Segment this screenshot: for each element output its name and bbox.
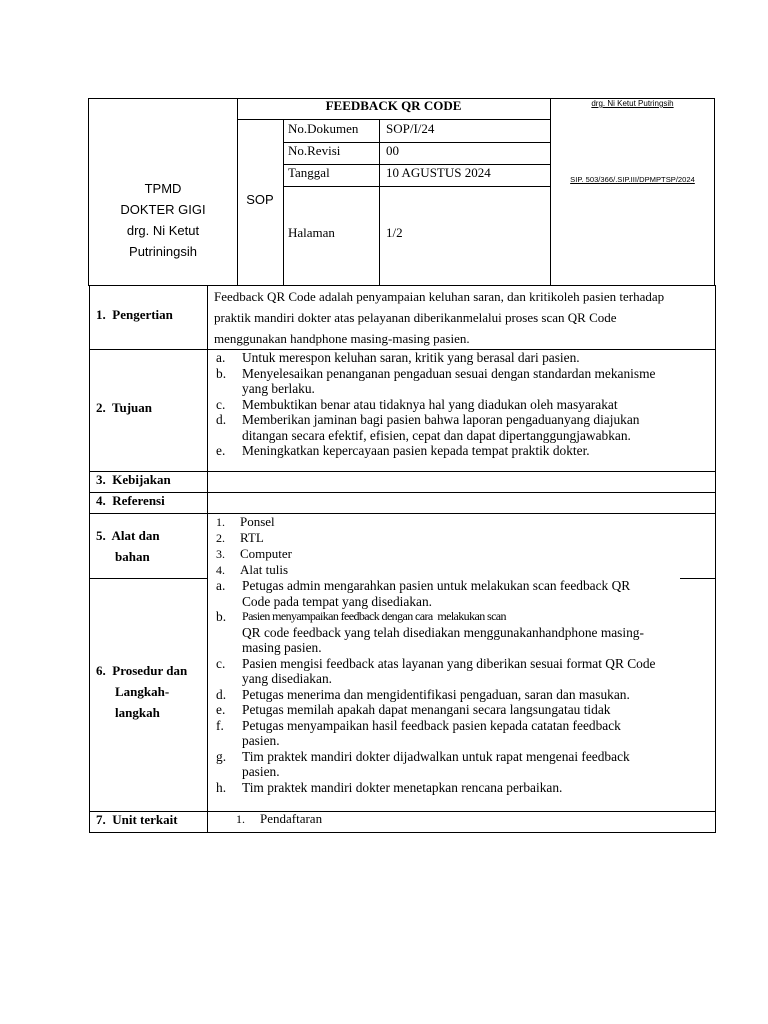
org-line: drg. Ni Ketut (126, 223, 200, 238)
list-item: c. Pasien mengisi feedback atas layanan yang diberikan sesuai format QR Code yang disediakan. (216, 655, 656, 686)
field-label-no-dokumen: No.Dokumen (288, 121, 359, 136)
list-item: 4. Alat tulis (216, 562, 289, 577)
org-line: DOKTER GIGI (120, 202, 206, 217)
pengertian-line: menggunakan handphone masing-masing pasien. (214, 331, 470, 346)
list-item: a. Petugas admin mengarahkan pasien untuk melakukan scan feedback QR Code pada tempat yang disediakan. (216, 578, 631, 609)
field-value-tanggal: 10 AGUSTUS 2024 (386, 165, 491, 180)
section-label-referensi: 4. Referensi (96, 493, 165, 508)
sop-label: SOP (246, 192, 274, 207)
section-label-unit: 7. Unit terkait (96, 812, 178, 827)
list-item: f. Petugas menyampaikan hasil feedback pasien kepada catatan feedback pasien. (216, 717, 621, 748)
unit-list (236, 811, 322, 827)
list-item: 3. Computer (216, 546, 292, 561)
prosedur-list (216, 578, 712, 795)
field-value-no-dokumen: SOP/I/24 (386, 121, 435, 136)
list-item: d. Petugas menerima dan mengidentifikasi pengaduan, saran dan masukan. (216, 686, 630, 702)
list-item: e. Petugas memilah apakah dapat menangani secara langsungatau tidak (216, 702, 611, 717)
list-item: b. Pasien menyampaikan feedback dengan cara melakukan scan QR code feedback yang telah disediakan menggunakanhandphone masing- masing pasien. (216, 609, 644, 655)
tujuan-list (216, 350, 712, 459)
org-line: Putriningsih (129, 244, 197, 259)
section-label-tujuan: 2. Tujuan (96, 400, 153, 415)
alat-list (216, 514, 292, 578)
field-label-halaman: Halaman (288, 225, 335, 240)
org-line: TPMD (144, 181, 182, 196)
list-item: h. Tim praktek mandiri dokter menetapkan rencana perbaikan. (216, 779, 563, 795)
section-label-pengertian: 1. Pengertian (96, 307, 173, 322)
section-label-kebijakan: 3. Kebijakan (96, 472, 171, 487)
list-item: 1. Pendaftaran (236, 811, 323, 826)
list-item: g. Tim praktek mandiri dokter dijadwalkan untuk rapat mengenai feedback pasien. (216, 748, 630, 779)
section-label-alat: 5. Alat dan bahan (96, 528, 160, 564)
field-label-no-revisi: No.Revisi (288, 143, 341, 158)
pengertian-line: Feedback QR Code adalah penyampaian keluhan saran, dan kritikoleh pasien terhadap (214, 289, 665, 304)
section-label-prosedur: 6. Prosedur dan Langkah- langkah (96, 663, 188, 720)
signer-sip: SIP. 503/366/.SIP.III/DPMPTSP/2024 (570, 175, 695, 184)
list-item: b. Menyelesaikan penanganan pengaduan sesuai dengan standardan mekanisme yang berlaku. (216, 365, 656, 396)
list-item: 1. Ponsel (216, 514, 275, 529)
list-item: e. Meningkatkan kepercayaan pasien kepada tempat praktik dokter. (216, 443, 590, 458)
signer-name: drg. Ni Ketut Putringsih (591, 99, 674, 108)
field-label-tanggal: Tanggal (288, 165, 330, 180)
organization-block (89, 178, 237, 262)
list-item: d. Memberikan jaminan bagi pasien bahwa laporan pengaduanyang diajukan ditangan secara efektif, efisien, cepat dan dapat dipertanggungjawabkan. (216, 412, 640, 443)
pengertian-line: praktik mandiri dokter atas pelayanan diberikanmelalui proses scan QR Code (214, 310, 617, 325)
document-title: FEEDBACK QR CODE (325, 98, 462, 113)
list-item: 2. RTL (216, 530, 264, 545)
list-item: a. Untuk merespon keluhan saran, kritik yang berasal dari pasien. (216, 350, 580, 365)
pengertian-text (214, 286, 664, 349)
list-item: c. Membuktikan benar atau tidaknya hal yang diadukan oleh masyarakat (216, 396, 618, 412)
field-value-halaman: 1/2 (386, 225, 403, 240)
field-value-no-revisi: 00 (386, 143, 399, 158)
